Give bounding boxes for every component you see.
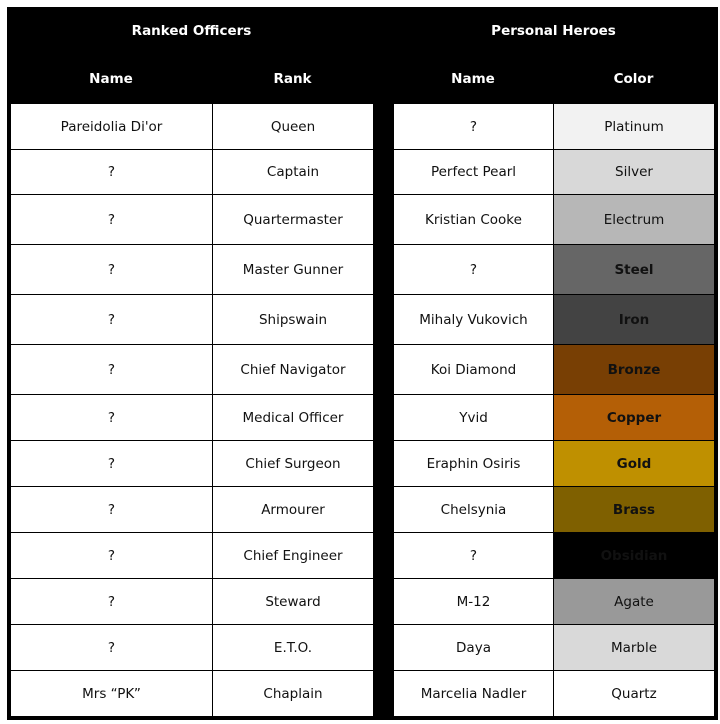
officer-rank-cell: Shipswain	[213, 295, 374, 345]
officer-name-cell: ?	[11, 195, 213, 245]
hero-name-cell: Yvid	[394, 395, 554, 441]
officer-rank-cell: Quartermaster	[213, 195, 374, 245]
heroes-name-header: Name	[451, 71, 495, 87]
officer-name-cell: ?	[11, 579, 213, 625]
officer-rank-cell: Medical Officer	[213, 395, 374, 441]
officer-rank-cell: Chief Navigator	[213, 345, 374, 395]
officers-section-title: Ranked Officers	[131, 23, 252, 39]
officers-row	[11, 295, 374, 345]
hero-name-cell: Eraphin Osiris	[394, 441, 554, 487]
officer-name-cell: ?	[11, 395, 213, 441]
officers-row	[11, 150, 374, 195]
hero-name-cell: Mihaly Vukovich	[394, 295, 554, 345]
officer-name-cell: Mrs “PK”	[11, 671, 213, 717]
heroes-row	[394, 245, 715, 295]
officer-name-cell: ?	[11, 441, 213, 487]
hero-color-cell: Steel	[554, 245, 715, 295]
heroes-row	[394, 533, 715, 579]
hero-color-cell: Silver	[554, 150, 715, 195]
officers-row	[11, 671, 374, 717]
hero-color-cell: Quartz	[554, 671, 715, 717]
heroes-table	[393, 103, 715, 717]
heroes-section-title: Personal Heroes	[491, 23, 616, 39]
officers-row	[11, 395, 374, 441]
officers-row	[11, 195, 374, 245]
officer-rank-cell: Captain	[213, 150, 374, 195]
heroes-row	[394, 625, 715, 671]
heroes-row	[394, 579, 715, 625]
heroes-row	[394, 150, 715, 195]
officer-rank-cell: Master Gunner	[213, 245, 374, 295]
hero-color-cell: Agate	[554, 579, 715, 625]
hero-name-cell: ?	[394, 245, 554, 295]
officers-row	[11, 345, 374, 395]
officers-row	[11, 533, 374, 579]
heroes-row	[394, 295, 715, 345]
heroes-row	[394, 345, 715, 395]
hero-name-cell: Chelsynia	[394, 487, 554, 533]
officers-row	[11, 441, 374, 487]
hero-name-cell: Koi Diamond	[394, 345, 554, 395]
officers-row	[11, 579, 374, 625]
officer-rank-cell: E.T.O.	[213, 625, 374, 671]
officer-name-cell: ?	[11, 533, 213, 579]
heroes-color-header: Color	[613, 71, 654, 87]
officers-row	[11, 625, 374, 671]
officers-row	[11, 245, 374, 295]
officer-rank-cell: Chief Engineer	[213, 533, 374, 579]
officer-rank-cell: Steward	[213, 579, 374, 625]
heroes-row	[394, 487, 715, 533]
officer-name-cell: ?	[11, 150, 213, 195]
heroes-row	[394, 104, 715, 150]
officers-row	[11, 487, 374, 533]
hero-color-cell: Brass	[554, 487, 715, 533]
heroes-row	[394, 671, 715, 717]
officer-name-cell: ?	[11, 245, 213, 295]
hero-color-cell: Gold	[554, 441, 715, 487]
hero-name-cell: Marcelia Nadler	[394, 671, 554, 717]
hero-name-cell: Perfect Pearl	[394, 150, 554, 195]
officer-name-cell: Pareidolia Di'or	[11, 104, 213, 150]
hero-name-cell: Kristian Cooke	[394, 195, 554, 245]
hero-color-cell: Obsidian	[554, 533, 715, 579]
officer-name-cell: ?	[11, 345, 213, 395]
heroes-row	[394, 441, 715, 487]
hero-name-cell: M-12	[394, 579, 554, 625]
officers-row	[11, 104, 374, 150]
hero-name-cell: ?	[394, 104, 554, 150]
hero-color-cell: Marble	[554, 625, 715, 671]
officer-rank-cell: Chief Surgeon	[213, 441, 374, 487]
hero-color-cell: Iron	[554, 295, 715, 345]
officer-name-cell: ?	[11, 625, 213, 671]
heroes-row	[394, 395, 715, 441]
heroes-row	[394, 195, 715, 245]
hero-color-cell: Bronze	[554, 345, 715, 395]
hero-color-cell: Platinum	[554, 104, 715, 150]
hero-name-cell: ?	[394, 533, 554, 579]
officer-rank-cell: Armourer	[213, 487, 374, 533]
officer-name-cell: ?	[11, 487, 213, 533]
officers-rank-header: Rank	[273, 71, 312, 87]
hero-name-cell: Daya	[394, 625, 554, 671]
hero-color-cell: Copper	[554, 395, 715, 441]
hero-color-cell: Electrum	[554, 195, 715, 245]
officers-name-header: Name	[89, 71, 133, 87]
officer-name-cell: ?	[11, 295, 213, 345]
officers-table	[10, 103, 374, 717]
officer-rank-cell: Queen	[213, 104, 374, 150]
officer-rank-cell: Chaplain	[213, 671, 374, 717]
